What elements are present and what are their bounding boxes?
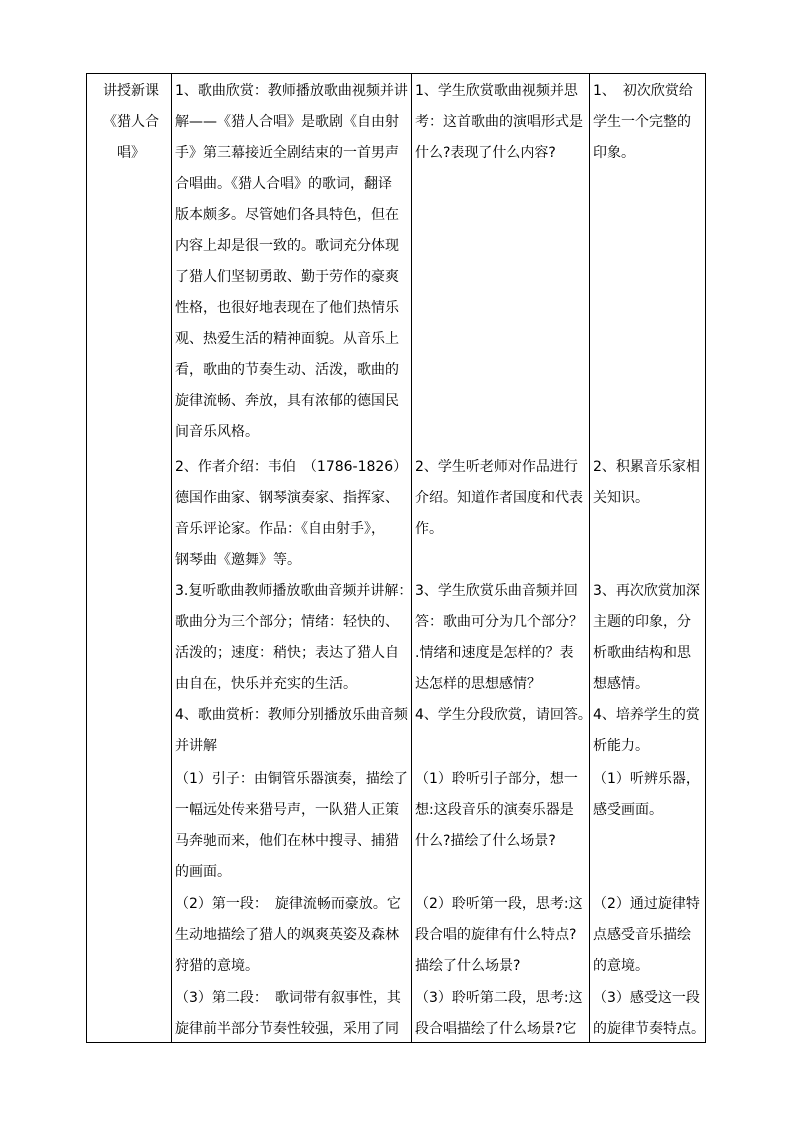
- text-line: 达怎样的思想感情？: [415, 676, 541, 692]
- text-line: 了猎人们坚韧勇敢、勤于劳作的豪爽: [175, 269, 399, 285]
- text-line: 2、学生听老师对作品进行: [415, 459, 578, 475]
- intent-step-4: [593, 700, 700, 762]
- text-line: （3）第二段： 歌词带有叙事性，其: [175, 990, 401, 1006]
- column-divider: [589, 74, 590, 1042]
- text-line: 描绘了什么场景?: [415, 958, 521, 974]
- text-line: 的意境。: [593, 958, 649, 974]
- text-line: 想:这段音乐的演奏乐器是: [415, 802, 574, 818]
- text-line: 4、培养学生的赏: [593, 707, 700, 723]
- text-line: 马奔驰而来，他们在林中搜寻、捕猎: [175, 833, 399, 849]
- text-line: .情绪和速度是怎样的？表: [415, 645, 574, 661]
- lesson-section-cell: [90, 76, 172, 169]
- lesson-label-line: 唱》: [117, 145, 145, 161]
- text-line: 想感情。: [593, 676, 649, 692]
- student-step-4-1: [415, 764, 578, 857]
- student-step-4-3: [415, 983, 583, 1045]
- intent-step-3: [593, 576, 700, 700]
- text-line: 作。: [415, 521, 443, 537]
- teacher-step-3: [175, 576, 412, 700]
- text-line: 3、学生欣赏乐曲音频并回: [415, 583, 578, 599]
- text-line: 的旋律节奏特点。: [593, 1021, 705, 1037]
- student-step-4: [415, 700, 592, 731]
- column-divider: [411, 74, 412, 1042]
- text-line: 合唱曲。《猎人合唱》的歌词，翻译: [175, 176, 392, 192]
- text-line: （1）聆听引子部分，想一: [415, 771, 578, 787]
- text-line: 答：歌曲可分为几个部分？: [415, 614, 583, 630]
- text-line: 音乐评论家。作品：《自由射手》，: [175, 521, 385, 537]
- text-line: 的画面。: [175, 864, 231, 880]
- text-line: 学生一个完整的: [593, 114, 691, 130]
- text-line: 活泼的；速度：稍快；表达了猎人自: [175, 645, 399, 661]
- text-line: 3、再次欣赏加深: [593, 583, 700, 599]
- text-line: 旋律前半部分节奏性较强，采用了同: [175, 1021, 399, 1037]
- teacher-step-4-1: [175, 764, 408, 888]
- text-line: 感受画面。: [593, 802, 663, 818]
- text-line: （1）引子：由铜管乐器演奏，描绘了: [175, 771, 408, 787]
- text-line: （3）感受这一段: [593, 990, 700, 1006]
- teacher-step-4-2: [175, 889, 401, 982]
- text-line: 什么?描绘了什么场景?: [415, 833, 556, 849]
- text-line: 歌曲分为三个部分；情绪：轻快的、: [175, 614, 399, 630]
- text-line: 段合唱的旋律有什么特点?: [415, 927, 577, 943]
- text-line: （1）听辨乐器，: [593, 771, 700, 787]
- text-line: 什么?表现了什么内容?: [415, 145, 556, 161]
- text-line: 钢琴曲《邀舞》等。: [175, 552, 301, 568]
- text-line: 内容上却是很一致的。歌词充分体现: [175, 238, 399, 254]
- text-line: 一幅远处传来猎号声，一队猎人正策: [175, 802, 399, 818]
- intent-step-4-3: [593, 983, 705, 1045]
- teacher-step-2: [175, 452, 407, 576]
- student-step-1: [415, 76, 583, 169]
- lesson-label-line: 《猎人合: [103, 114, 159, 130]
- teacher-step-4-3: [175, 983, 401, 1045]
- intent-step-4-1: [593, 764, 700, 826]
- text-line: 介绍。知道作者国度和代表: [415, 490, 583, 506]
- text-line: 由自在，快乐并充实的生活。: [175, 676, 357, 692]
- text-line: 1、歌曲欣赏：教师播放歌曲视频并讲: [175, 83, 408, 99]
- text-line: 狩猎的意境。: [175, 958, 259, 974]
- text-line: 版本颇多。尽管她们各具特色，但在: [175, 207, 399, 223]
- text-line: 主题的印象，分: [593, 614, 691, 630]
- text-line: 手》第三幕接近全剧结束的一首男声: [175, 145, 399, 161]
- lesson-label-line: 讲授新课: [103, 83, 159, 99]
- text-line: 间音乐风格。: [175, 424, 259, 440]
- text-line: 2、积累音乐家相: [593, 459, 700, 475]
- text-line: （2）第一段： 旋律流畅而豪放。它: [175, 896, 401, 912]
- text-line: 点感受音乐描绘: [593, 927, 691, 943]
- column-divider: [171, 74, 172, 1042]
- text-line: 观、热爱生活的精神面貌。从音乐上: [175, 331, 399, 347]
- text-line: 1、 初次欣赏给: [593, 83, 693, 99]
- text-line: （3）聆听第二段，思考:这: [415, 990, 583, 1006]
- text-line: 关知识。: [593, 490, 649, 506]
- text-line: 性格，也很好地表现在了他们热情乐: [175, 300, 399, 316]
- text-line: 生动地描绘了猎人的飒爽英姿及森林: [175, 927, 399, 943]
- lesson-plan-table: [86, 73, 706, 1043]
- text-line: 旋律流畅、奔放，具有浓郁的德国民: [175, 393, 399, 409]
- text-line: 3.复听歌曲教师播放歌曲音频并讲解：: [175, 583, 413, 599]
- intent-step-2: [593, 452, 700, 514]
- text-line: 1、学生欣赏歌曲视频并思: [415, 83, 578, 99]
- text-line: 析能力。: [593, 738, 649, 754]
- text-line: 德国作曲家、钢琴演奏家、指挥家、: [175, 490, 399, 506]
- text-line: 印象。: [593, 145, 635, 161]
- text-line: 4、学生分段欣赏，请回答。: [415, 707, 592, 723]
- teacher-step-4: [175, 700, 408, 762]
- text-line: 4、歌曲赏析：教师分别播放乐曲音频: [175, 707, 408, 723]
- student-step-4-2: [415, 889, 583, 982]
- text-line: 并讲解: [175, 738, 217, 754]
- text-line: 2、作者介绍：韦伯 （1786-1826）: [175, 459, 408, 475]
- student-step-2: [415, 452, 583, 545]
- teacher-step-1: [175, 76, 408, 448]
- intent-step-1: [593, 76, 693, 169]
- text-line: 看，歌曲的节奏生动、活泼，歌曲的: [175, 362, 399, 378]
- intent-step-4-2: [593, 889, 700, 982]
- text-line: 析歌曲结构和思: [593, 645, 691, 661]
- text-line: 解——《猎人合唱》是歌剧《自由射: [175, 114, 399, 130]
- text-line: 考：这首歌曲的演唱形式是: [415, 114, 583, 130]
- text-line: （2）聆听第一段，思考:这: [415, 896, 583, 912]
- text-line: 段合唱描绘了什么场景?它: [415, 1021, 577, 1037]
- student-step-3: [415, 576, 583, 700]
- text-line: （2）通过旋律特: [593, 896, 700, 912]
